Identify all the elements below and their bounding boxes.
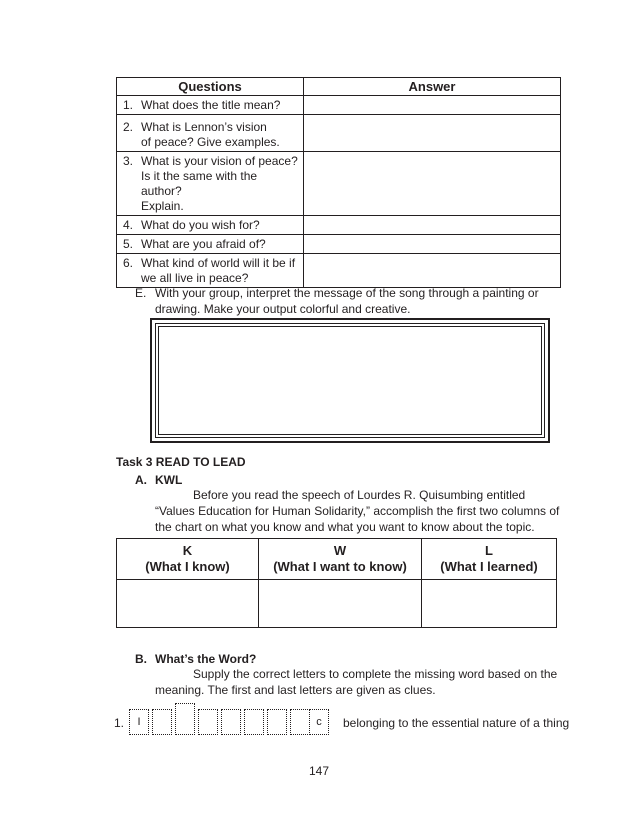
kwl-k-cell[interactable]: [117, 580, 259, 628]
section-b-heading: [135, 652, 256, 666]
section-e-instructions: [135, 285, 560, 317]
section-a-heading: [135, 473, 182, 487]
letter-box[interactable]: [198, 709, 218, 735]
question-text: Explain.: [141, 199, 184, 213]
table-row: [117, 115, 561, 152]
section-a-title: KWL: [155, 473, 183, 487]
letter-box[interactable]: [175, 703, 195, 735]
section-e-line1: With your group, interpret the message of the song through a painting or: [155, 286, 539, 300]
section-a-label: A.: [135, 473, 147, 487]
kwl-k-letter: K: [182, 543, 193, 558]
question-text: What does the title mean?: [141, 98, 281, 112]
table-row: [117, 235, 561, 254]
question-text: What are you afraid of?: [141, 237, 266, 251]
questions-table: [116, 77, 561, 288]
letter-box[interactable]: [290, 709, 310, 735]
question-number: 5.: [123, 237, 134, 251]
question-text: Is it the same with the author?: [141, 169, 258, 198]
section-e-line2: drawing. Make your output colorful and creative.: [155, 302, 411, 316]
answer-header: Answer: [304, 78, 561, 96]
answer-cell[interactable]: [304, 152, 561, 216]
table-row: [117, 152, 561, 216]
letter-box[interactable]: [244, 709, 264, 735]
table-row: [117, 254, 561, 288]
task-title: Task 3 READ TO LEAD: [116, 455, 246, 469]
question-number: 1.: [123, 98, 134, 112]
answer-cell[interactable]: [304, 235, 561, 254]
section-a-body: Before you read the speech of Lourdes R. Quisumbing entitled “Values Education for Human Solidarity,” accomplish the first two columns of the chart on what you know and what you want to know about the topic.: [155, 488, 560, 534]
kwl-w-cell[interactable]: [259, 580, 422, 628]
question-text: What is Lennon’s vision: [141, 120, 267, 134]
letter-box-last: c: [309, 709, 329, 735]
section-b-body: Supply the correct letters to complete the missing word based on the meaning. The first and last letters are given as clues.: [155, 667, 558, 697]
kwl-w-label: (What I want to know): [273, 559, 407, 574]
question-text: we all live in peace?: [141, 271, 249, 285]
table-row: [117, 580, 557, 628]
question-number: 2.: [123, 120, 134, 134]
drawing-area: [158, 326, 542, 435]
letter-box-first: I: [129, 709, 149, 735]
answer-cell[interactable]: [304, 96, 561, 115]
item-definition: belonging to the essential nature of a thing: [343, 716, 570, 730]
questions-header: Questions: [117, 78, 304, 96]
section-b-title: What’s the Word?: [155, 652, 257, 666]
kwl-k-label: (What I know): [145, 559, 230, 574]
question-number: 4.: [123, 218, 134, 232]
kwl-l-letter: L: [485, 543, 493, 558]
table-row: [117, 216, 561, 235]
question-text: What do you wish for?: [141, 218, 260, 232]
letter-box[interactable]: [221, 709, 241, 735]
kwl-l-cell[interactable]: [422, 580, 557, 628]
answer-cell[interactable]: [304, 216, 561, 235]
section-b-label: B.: [135, 652, 147, 666]
letter-box[interactable]: [152, 709, 172, 735]
drawing-box[interactable]: [150, 318, 550, 443]
answer-cell[interactable]: [304, 254, 561, 288]
kwl-header-k: [117, 539, 259, 580]
question-text: What is your vision of peace?: [141, 154, 298, 168]
table-row: [117, 96, 561, 115]
question-text: What kind of world will it be if: [141, 256, 296, 270]
question-number: 3.: [123, 154, 134, 168]
section-e-label: E.: [135, 286, 147, 300]
question-text: of peace? Give examples.: [141, 135, 280, 149]
question-number: 6.: [123, 256, 134, 270]
kwl-header-w: [259, 539, 422, 580]
kwl-l-label: (What I learned): [440, 559, 538, 574]
answer-cell[interactable]: [304, 115, 561, 152]
page-number: 147: [308, 764, 330, 778]
item-number: 1.: [114, 716, 125, 730]
kwl-w-letter: W: [333, 543, 347, 558]
letter-box[interactable]: [267, 709, 287, 735]
kwl-header-l: [422, 539, 557, 580]
kwl-table: [116, 538, 557, 628]
